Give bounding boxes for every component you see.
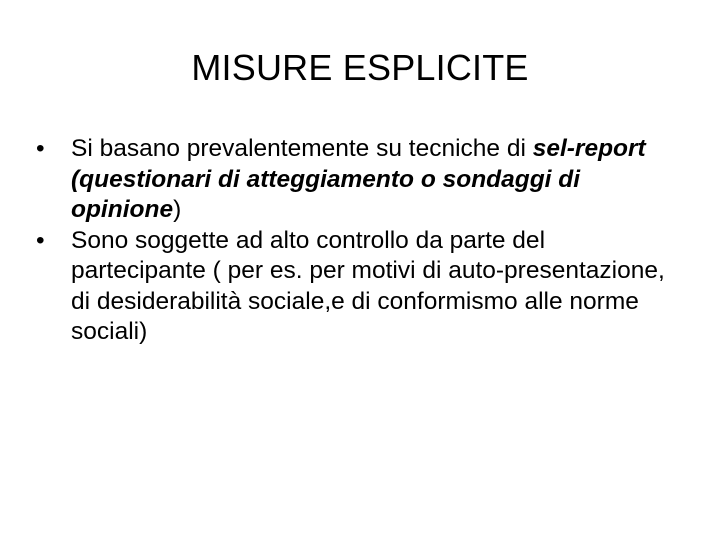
slide-title: MISURE ESPLICITE <box>191 47 529 88</box>
bullet-list <box>36 134 676 348</box>
bullet-1-plain-text: Si basano prevalentemente su tecniche di <box>71 135 533 162</box>
bullet-marker-1: • <box>36 135 45 162</box>
bullet-1-bold-italic-text: sel-report (questionari di atteggiamento o sondaggi di opinione <box>71 135 646 223</box>
bullet-text-2: Sono soggette ad alto controllo da parte del partecipante ( per es. per motivi di auto-presentazione, di desiderabilità sociale,e di conformismo alle norme sociali) <box>71 226 665 345</box>
bullet-text-1 <box>71 134 676 226</box>
bullet-item-2 <box>36 226 676 348</box>
bullet-item-1 <box>36 134 676 226</box>
bullet-marker-2: • <box>36 226 45 254</box>
bullet-1-closing-parenthesis: ) <box>173 196 182 223</box>
